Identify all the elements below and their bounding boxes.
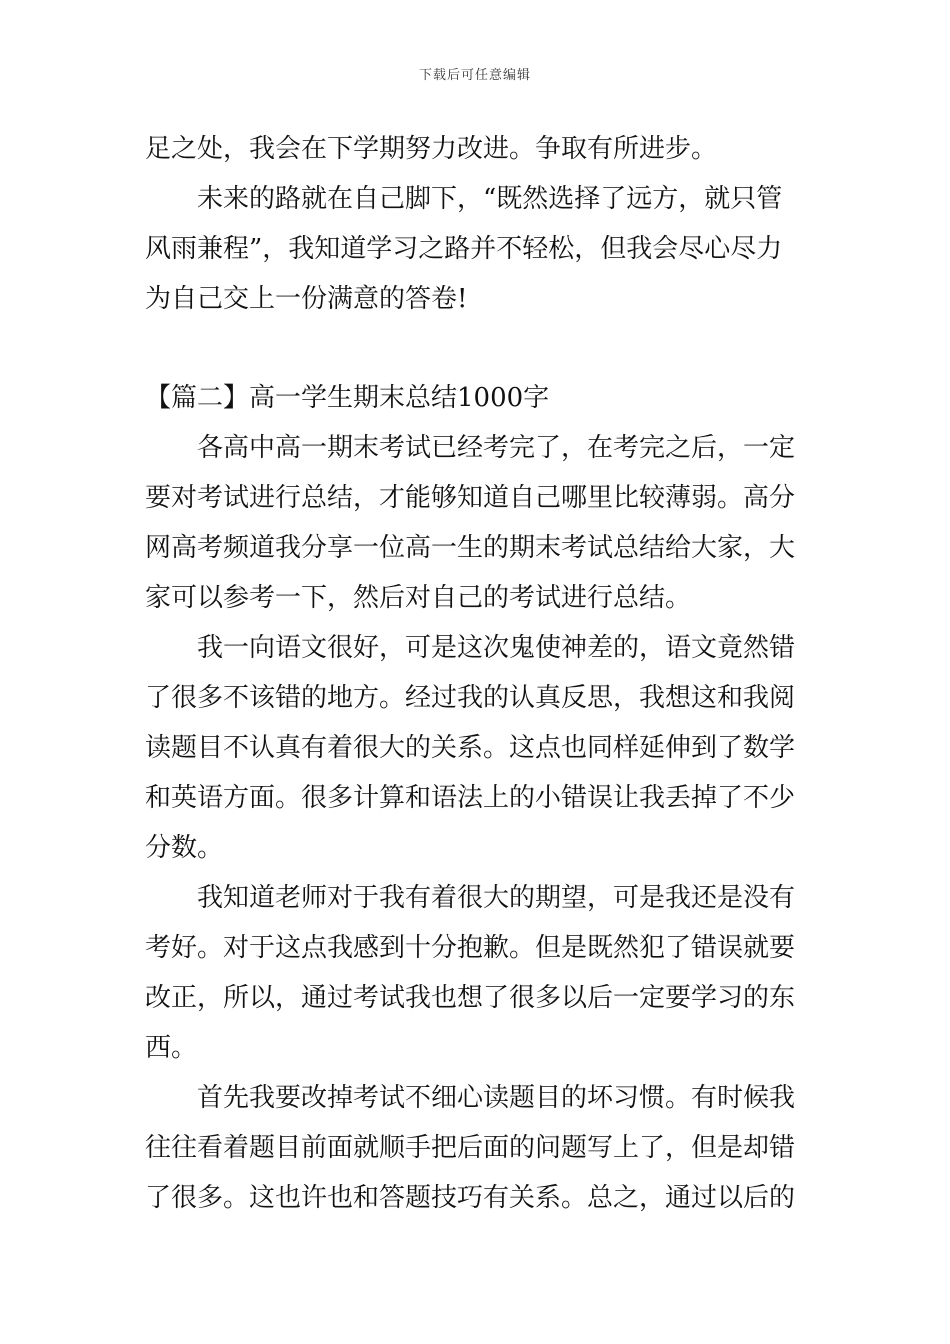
- text-line: 我知道老师对于我有着很大的期望，可是我还是没有: [197, 883, 796, 913]
- text-line: 改正，所以，通过考试我也想了很多以后一定要学习的东: [145, 983, 796, 1013]
- page-header: 下载后可任意编辑: [418, 68, 531, 83]
- text-line: 未来的路就在自己脚下，“既然选择了远方，就只管: [197, 184, 783, 214]
- text-line: 西。: [145, 1033, 198, 1063]
- text-line: 家可以参考一下，然后对自己的考试进行总结。: [145, 583, 692, 613]
- section-heading: 【篇二】高一学生期末总结1000字: [145, 383, 550, 413]
- text-line: 读题目不认真有着很大的关系。这点也同样延伸到了数学: [145, 733, 796, 763]
- text-line: 分数。: [145, 833, 224, 863]
- text-line: 和英语方面。很多计算和语法上的小错误让我丢掉了不少: [145, 783, 796, 813]
- text-line: 我一向语文很好，可是这次鬼使神差的，语文竟然错: [197, 633, 796, 663]
- text-line: 了很多不该错的地方。经过我的认真反思，我想这和我阅: [145, 683, 796, 713]
- text-line: 各高中高一期末考试已经考完了，在考完之后，一定: [197, 433, 796, 463]
- text-line: 考好。对于这点我感到十分抱歉。但是既然犯了错误就要: [145, 933, 796, 963]
- text-line: 往往看着题目前面就顺手把后面的问题写上了，但是却错: [145, 1133, 796, 1163]
- text-line: 风雨兼程”，我知道学习之路并不轻松，但我会尽心尽力: [145, 234, 783, 264]
- text-line: 了很多。这也许也和答题技巧有关系。总之，通过以后的: [145, 1183, 796, 1213]
- text-line: 首先我要改掉考试不细心读题目的坏习惯。有时候我: [197, 1083, 796, 1113]
- text-line: 为自己交上一份满意的答卷!: [145, 284, 468, 314]
- text-line: 网高考频道我分享一位高一生的期末考试总结给大家，大: [145, 533, 796, 563]
- text-line: 足之处，我会在下学期努力改进。争取有所进步。: [145, 134, 718, 164]
- text-line: 要对考试进行总结，才能够知道自己哪里比较薄弱。高分: [145, 483, 796, 513]
